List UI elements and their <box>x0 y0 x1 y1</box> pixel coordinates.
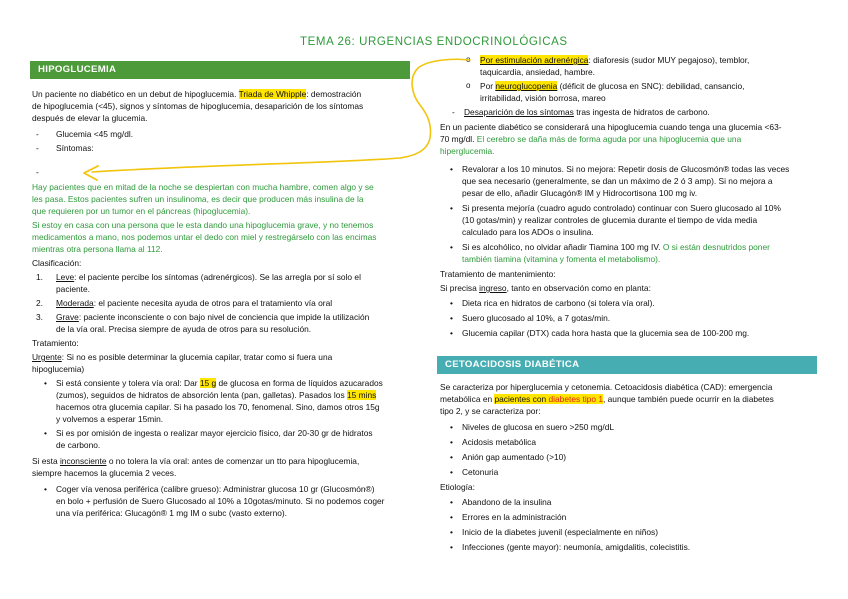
section-header-hipoglucemia: HIPOGLUCEMIA <box>30 61 410 79</box>
etiologia-label: Etiología: <box>440 482 475 492</box>
dash-mark: - <box>36 167 39 177</box>
diabetico-line-2: 70 mg/dl. El cerebro se daña más de forma aguda por una hipoglucemia que una <box>440 134 742 144</box>
intro-line-3: después de elevar la glucemia. <box>32 113 148 123</box>
etiologia-bullet: • Abandono de la insulina <box>462 496 551 508</box>
clasif-item-grave: Grave: paciente inconsciente o con bajo nivel de conciencia que impide la utilización <box>56 312 370 322</box>
clasif-item-grave-cont: de la vía oral. Precisa siempre de ayuda de otros para su resolución. <box>56 324 312 334</box>
list-number: 3. <box>36 312 43 322</box>
green-note-line-3: que requieren por un tumor en el páncreas (hipoglucemia). <box>32 206 251 216</box>
dash-item-sintomas: Síntomas: <box>56 143 94 153</box>
sintoma-neuroglucopenia-cont: irritabilidad, visión borrosa, mareo <box>480 93 606 103</box>
green-note-line-4: Si estoy en casa con una persona que le esta dando una hipoglucemia grave, y no tenemos <box>32 220 374 230</box>
desaparicion-sintomas: Desaparición de los síntomas tras ingesta de hidratos de carbono. <box>464 107 710 117</box>
dash-mark: - <box>36 129 39 139</box>
clasificacion-label: Clasificación: <box>32 258 82 268</box>
treatment-bullet-oral-cont: (zumos), seguidos de hidratos de absorción lenta (pan, galletas). Pasados los 15 mins <box>56 390 377 400</box>
list-number: 1. <box>36 272 43 282</box>
revalorar-bullet: • Revalorar a los 10 minutos. Si no mejora: Repetir dosis de Glucosmón® todas las veces <box>462 163 789 175</box>
green-note-line-1: Hay pacientes que en mitad de la noche se despiertan con mucha hambre, comen algo y se <box>32 182 374 192</box>
dash-item-glucemia: Glucemia <45 mg/dl. <box>56 129 134 139</box>
mantenimiento-bullet: • Dieta rica en hidratos de carbono (si tolera vía oral). <box>462 297 655 309</box>
treatment-bullet-venosa: • Coger vía venosa periférica (calibre grueso): Administrar glucosa 10 gr (Glucosmón®) <box>56 483 375 495</box>
clasif-item-moderada: Moderada: el paciente necesita ayuda de otros para el tratamiento vía oral <box>56 298 333 308</box>
treatment-bullet-oral-cont: hacemos otra glucemia capilar. Si ha pasado los 70, fenomenal. Sino, damos otros 15g <box>56 402 380 412</box>
mejoria-bullet: • Si presenta mejoría (cuadro agudo controlado) continuar con Suero glucosado al 10% <box>462 202 781 214</box>
inconsciente-line-cont: siempre hacemos la glucemia 2 veces. <box>32 468 177 478</box>
ceto-bullet: • Acidosis metabólica <box>462 436 536 448</box>
clasif-item-leve: Leve: el paciente percibe los síntomas (adrenérgicos). Se las arregla por sí solo el <box>56 272 361 282</box>
dash-mark: - <box>452 107 455 117</box>
tratamiento-label: Tratamiento: <box>32 338 79 348</box>
ceto-line-1: Se caracteriza por hiperglucemia y cetonemia. Cetoacidosis diabética (CAD): emergencia <box>440 382 773 392</box>
alcoholico-bullet: • Si es alcohólico, no olvidar añadir Tiamina 100 mg IV. O si están desnutridos poner <box>462 241 770 253</box>
alcoholico-bullet-cont: también tiamina (vitamina y fomenta el metabolismo). <box>462 254 661 264</box>
ceto-line-2: metabólica en pacientes con diabetes tipo 1, aunque también puede ocurrir en la diabetes <box>440 394 774 404</box>
mantenimiento-bullet: • Glucemia capilar (DTX) cada hora hasta que la glucemia sea de 100-200 mg. <box>462 327 749 339</box>
sintoma-adrenergico-cont: taquicardia, ansiedad, hambre. <box>480 67 595 77</box>
etiologia-bullet: • Infecciones (gente mayor): neumonía, amigdalitis, colecistitis. <box>462 541 690 553</box>
etiologia-bullet: • Inicio de la diabetes juvenil (especialmente en niños) <box>462 526 658 538</box>
ceto-bullet: • Anión gap aumentado (>10) <box>462 451 566 463</box>
diabetico-line-3: hiperglucemia. <box>440 146 495 156</box>
intro-line-1: Un paciente no diabético en un debut de hipoglucemia. Triada de Whipple: demostración <box>32 89 362 99</box>
etiologia-bullet: • Errores en la administración <box>462 511 566 523</box>
inconsciente-line: Si esta inconsciente o no tolera la vía oral: antes de comenzar un tto para hipoglucemia, <box>32 456 360 466</box>
mejoria-bullet-cont: calculado para los ADOs o insulina. <box>462 227 594 237</box>
ceto-bullet: • Niveles de glucosa en suero >250 mg/dL <box>462 421 614 433</box>
mantenimiento-bullet: • Suero glucosado al 10%, a 7 gotas/min. <box>462 312 610 324</box>
ingreso-line: Si precisa ingreso, tanto en observación como en planta: <box>440 283 651 293</box>
section-header-cetoacidosis: CETOACIDOSIS DIABÉTICA <box>437 356 817 374</box>
sintoma-adrenergico: o Por estimulación adrenérgica: diaforesis (sudor MUY pegajoso), temblor, <box>480 54 749 66</box>
treatment-bullet-oral: • Si está consiente y tolera vía oral: Dar 15 g de glucosa en forma de líquidos azucarados <box>56 377 383 389</box>
diabetico-line-1: En un paciente diabético se considerará una hipoglucemia cuando tenga una glucemia <63- <box>440 122 782 132</box>
ceto-line-3: tipo 2, y se caracteriza por: <box>440 406 541 416</box>
revalorar-bullet-cont: pesar de ello, añadir Glucagón® IM y Hidrocortisona 100 mg iv. <box>462 188 698 198</box>
sintoma-neuroglucopenia: o Por neuroglucopenia (déficit de glucosa en SNC): debilidad, cansancio, <box>480 80 744 92</box>
clasif-item-leve-cont: paciente. <box>56 284 90 294</box>
page-title: TEMA 26: URGENCIAS ENDOCRINOLÓGICAS <box>300 36 568 48</box>
treatment-bullet-omision: • Si es por omisión de ingesta o realizar mayor ejercicio físico, dar 20-30 gr de hidratos <box>56 427 373 439</box>
green-note-line-6: mientras otra persona llama al 112. <box>32 244 163 254</box>
ceto-bullet: • Cetonuria <box>462 466 498 478</box>
mejoria-bullet-cont: (10 gotas/min) y realizar controles de glucemia durante el tiempo de vida media <box>462 215 758 225</box>
revalorar-bullet-cont: que sea necesario (generalmente, se dan un máximo de 2 ó 3 amp). Si no mejora a <box>462 176 773 186</box>
treatment-bullet-oral-cont: y volvemos a esperar 15min. <box>56 414 164 424</box>
green-note-line-5: medicamentos a mano, nos podemos untar el dedo con miel y restregárselo con las encimas <box>32 232 377 242</box>
urgente-line-cont: hipoglucemia) <box>32 364 85 374</box>
treatment-bullet-venosa-cont: una vía periférica: Glucagón® 1 mg IM o subc (vasto externo). <box>56 508 288 518</box>
treatment-bullet-omision-cont: de carbono. <box>56 440 101 450</box>
mantenimiento-label: Tratamiento de mantenimiento: <box>440 269 556 279</box>
treatment-bullet-venosa-cont: en bolo + perfusión de Suero Glucosado al 10% a 10gotas/minuto. Si no podemos coger <box>56 496 385 506</box>
green-note-line-2: les pasa. Estos pacientes sufren un insulinoma, es decir que producen más insulina de la <box>32 194 364 204</box>
list-number: 2. <box>36 298 43 308</box>
dash-mark: - <box>36 143 39 153</box>
intro-line-2: de hipoglucemia (<45), signos y síntomas de hipoglucemia, desaparición de los síntomas <box>32 101 364 111</box>
urgente-line: Urgente: Si no es posible determinar la glucemia capilar, tratar como si fuera una <box>32 352 333 362</box>
